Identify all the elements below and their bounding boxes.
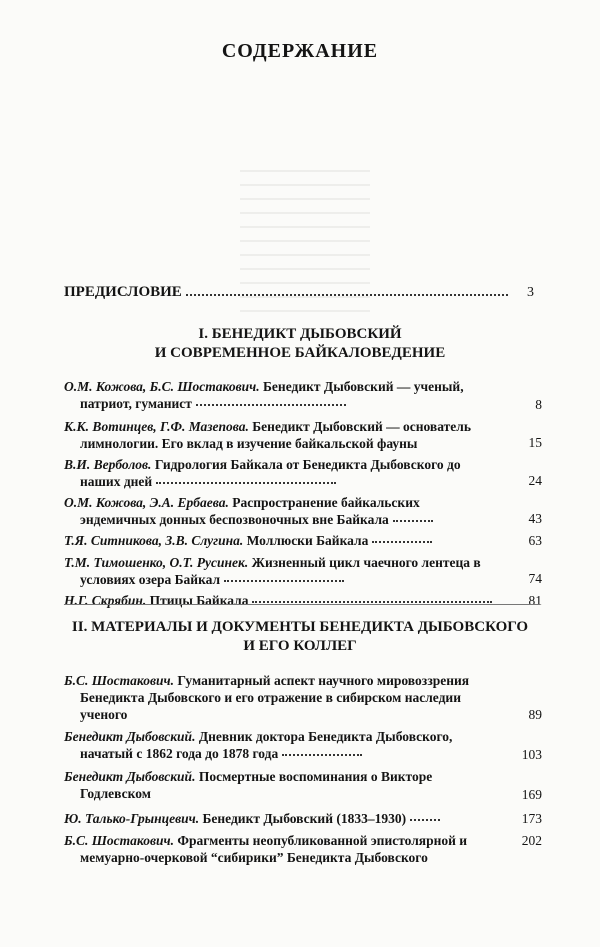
preface-label: ПРЕДИСЛОВИЕ [64, 284, 182, 300]
dot-leader [410, 819, 440, 821]
entry-authors: Бенедикт Дыбовский. [64, 769, 196, 784]
dot-leader [196, 404, 346, 406]
page-number: 3 [527, 285, 534, 300]
entry-authors: О.М. Кожова, Э.А. Ербаева. [64, 495, 229, 510]
toc-entry[interactable] [64, 494, 542, 528]
section-heading-line: I. БЕНЕДИКТ ДЫБОВСКИЙ [198, 326, 402, 342]
toc-entry[interactable] [64, 554, 542, 588]
entry-title: Бенедикт Дыбовский — основатель лимнологии. Его вклад в изучение байкальской фауны [80, 419, 471, 451]
entry-title: Гуманитарный аспект научного мировоззрения Бенедикта Дыбовского и его отражение в сибирском наследии ученого [80, 673, 470, 722]
page-number: 169 [521, 787, 542, 802]
entry-title: Дневник доктора Бенедикта Дыбовского, начатый с 1862 года до 1878 года [80, 729, 453, 761]
entry-authors: Т.Я. Ситникова, З.В. Слугина. [64, 533, 244, 548]
entry-authors: К.К. Вотинцев, Г.Ф. Мазепова. [64, 419, 249, 434]
page-number: 103 [521, 747, 542, 762]
page-number: 173 [521, 811, 542, 826]
entry-title: Жизненный цикл чаечного лентеца в условиях озера Байкал [80, 555, 481, 587]
dot-leader [224, 580, 344, 582]
toc-entry[interactable] [64, 810, 542, 828]
section-divider [64, 604, 540, 605]
page-number: 81 [528, 593, 542, 608]
toc-entry[interactable] [64, 832, 542, 868]
page-number: 63 [528, 533, 542, 548]
page-number: 15 [528, 435, 542, 450]
dot-leader [393, 520, 433, 522]
entry-authors: Н.Г. Скрябин. [64, 593, 147, 608]
toc-list-section-1 [64, 378, 542, 610]
entry-title: Моллюски Байкала [246, 533, 369, 548]
dot-leader [282, 754, 362, 756]
toc-entry[interactable] [64, 418, 542, 452]
dot-leader [186, 294, 508, 296]
entry-title: Распространение байкальских эндемичных донных беспозвоночных вне Байкала [80, 495, 420, 527]
entry-authors: Б.С. Шостакович. [64, 673, 174, 688]
section-heading-2 [60, 618, 540, 656]
entry-title: Бенедикт Дыбовский — ученый, патриот, гуманист [80, 379, 464, 411]
section-heading-line: И ЕГО КОЛЛЕГ [243, 638, 357, 654]
entry-authors: Т.М. Тимошенко, О.Т. Русинек. [64, 555, 249, 570]
entry-title: Птицы Байкала [149, 593, 249, 608]
toc-list-section-2 [64, 672, 542, 868]
toc-entry[interactable] [64, 378, 542, 414]
toc-entry[interactable] [64, 672, 542, 724]
dot-leader [372, 541, 432, 543]
entry-title: Бенедикт Дыбовский (1833–1930) [202, 811, 407, 826]
toc-entry[interactable] [64, 532, 542, 550]
toc-entry[interactable] [64, 456, 542, 490]
section-heading-line: II. МАТЕРИАЛЫ И ДОКУМЕНТЫ БЕНЕДИКТА ДЫБОВСКОГО [71, 619, 529, 635]
toc-entry-preface[interactable] [64, 284, 534, 301]
page-number: 43 [528, 511, 542, 526]
section-heading-1 [60, 325, 540, 363]
entry-authors: Бенедикт Дыбовский. [64, 729, 196, 744]
entry-authors: Ю. Талько-Грынцевич. [64, 811, 200, 826]
toc-entry[interactable] [64, 768, 542, 804]
page-number: 8 [535, 397, 542, 412]
page-title: СОДЕРЖАНИЕ [221, 40, 379, 62]
entry-title: Гидрология Байкала от Бенедикта Дыбовского до наших дней [80, 457, 461, 489]
entry-authors: О.М. Кожова, Б.С. Шостакович. [64, 379, 260, 394]
entry-title: Фрагменты неопубликованной эпистолярной и мемуарно-очерковой “сибирики” Бенедикта Дыбовского [80, 833, 468, 865]
page-number: 89 [528, 707, 542, 722]
section-heading-line: И СОВРЕМЕННОЕ БАЙКАЛОВЕДЕНИЕ [154, 345, 446, 361]
entry-authors: В.И. Верболов. [64, 457, 152, 472]
entry-title: Посмертные воспоминания о Викторе Годлевском [80, 769, 433, 801]
page-number: 202 [521, 833, 542, 848]
page-number: 74 [528, 571, 542, 586]
dot-leader [252, 601, 492, 603]
toc-entry[interactable] [64, 592, 542, 610]
dot-leader [156, 482, 336, 484]
page-number: 24 [528, 473, 542, 488]
toc-entry[interactable] [64, 728, 542, 764]
entry-authors: Б.С. Шостакович. [64, 833, 174, 848]
